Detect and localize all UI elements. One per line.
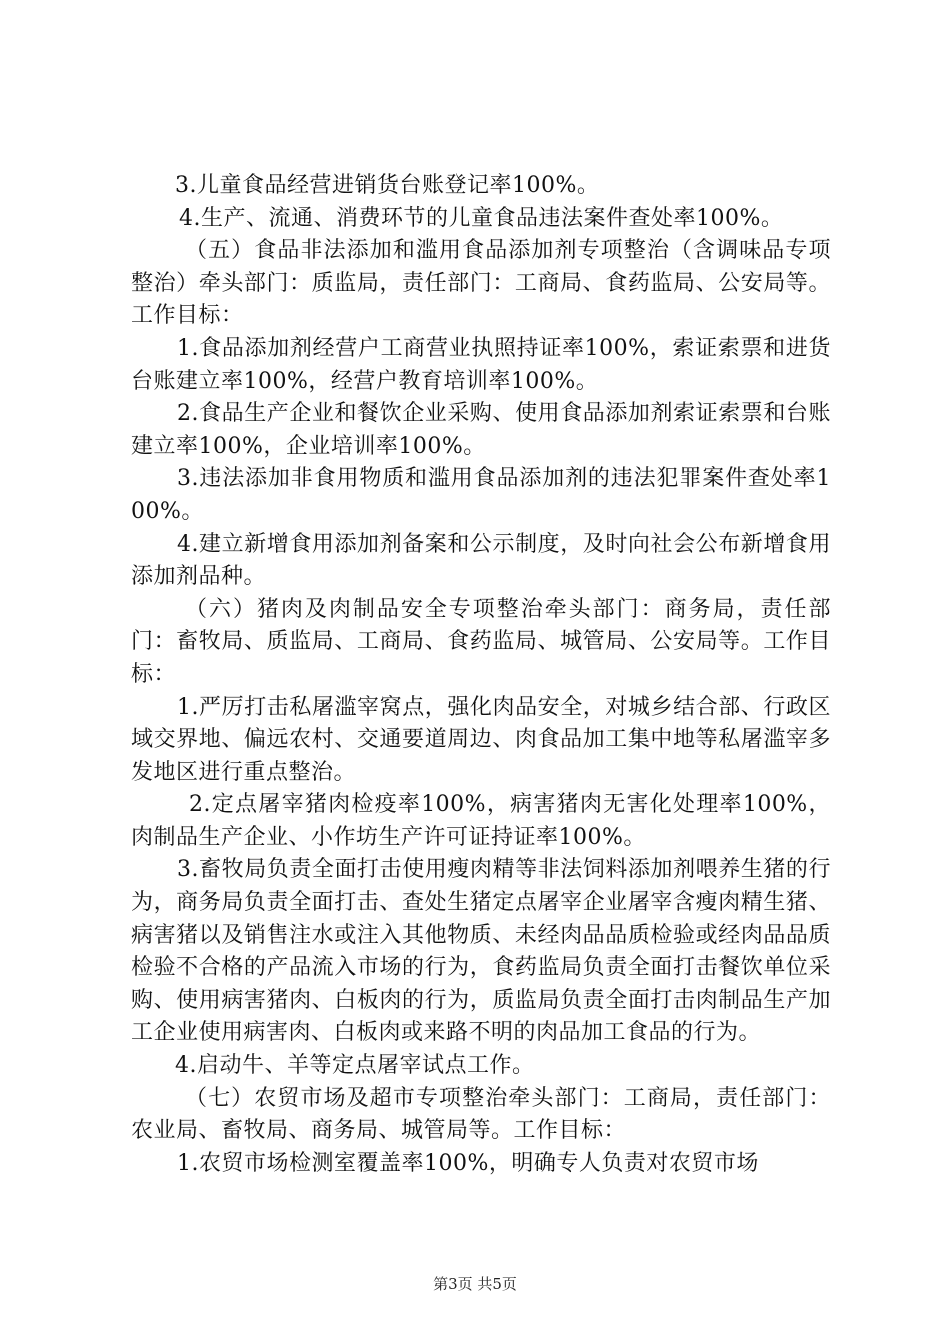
body-paragraph: 3.违法添加非食用物质和滥用食品添加剂的违法犯罪案件查处率100%。 — [131, 466, 831, 524]
body-paragraph: 3.儿童食品经营进销货台账登记率100%。 — [175, 173, 600, 198]
body-paragraph: 2.食品生产企业和餐饮企业采购、使用食品添加剂索证索票和台账建立率100%，企业培训率100%。 — [131, 401, 831, 459]
body-paragraph: 1.严厉打击私屠滥宰窝点，强化肉品安全，对城乡结合部、行政区域交界地、偏远农村、交通要道周边、肉食品加工集中地等私屠滥宰多发地区进行重点整治。 — [131, 694, 831, 785]
body-paragraph: 4.生产、流通、消费环节的儿童食品违法案件查处率100%。 — [179, 205, 784, 231]
body-paragraph: （五）食品非法添加和滥用食品添加剂专项整治（含调味品专项整治）牵头部门：质监局，责任部门：工商局、食药监局、公安局等。工作目标： — [131, 238, 831, 329]
page-footer: 第3页 共5页 — [433, 1275, 517, 1293]
document-body — [131, 170, 831, 1180]
body-paragraph: （六）猪肉及肉制品安全专项整治牵头部门：商务局，责任部门：畜牧局、质监局、工商局、食药监局、城管局、公安局等。工作目标： — [131, 596, 831, 687]
body-paragraph: 1.食品添加剂经营户工商营业执照持证率100%，索证索票和进货台账建立率100%，经营户教育培训率100%。 — [131, 335, 831, 394]
body-paragraph: 4.启动牛、羊等定点屠宰试点工作。 — [175, 1053, 535, 1079]
body-paragraph: （七）农贸市场及超市专项整治牵头部门：工商局，责任部门：农业局、畜牧局、商务局、城管局等。工作目标： — [131, 1085, 831, 1144]
body-paragraph: 2.定点屠宰猪肉检疫率100%，病害猪肉无害化处理率100%，肉制品生产企业、小作坊生产许可证持证率100%。 — [131, 792, 831, 850]
body-paragraph: 1.农贸市场检测室覆盖率100%，明确专人负责对农贸市场 — [177, 1150, 759, 1176]
body-paragraph: 3.畜牧局负责全面打击使用瘦肉精等非法饲料添加剂喂养生猪的行为，商务局负责全面打击、查处生猪定点屠宰企业屠宰含瘦肉精生猪、病害猪以及销售注水或注入其他物质、未经肉品品质检验或经肉品品质检验不合格的产品流入市场的行为，食药监局负责全面打击餐饮单位采购、使用病害猪肉、白板肉的行为，质监局负责全面打击肉制品生产加工企业使用病害肉、白板肉或来路不明的肉品加工食品的行为。 — [131, 857, 831, 1046]
body-paragraph: 4.建立新增食用添加剂备案和公示制度，及时向社会公布新增食用添加剂品种。 — [131, 531, 831, 590]
